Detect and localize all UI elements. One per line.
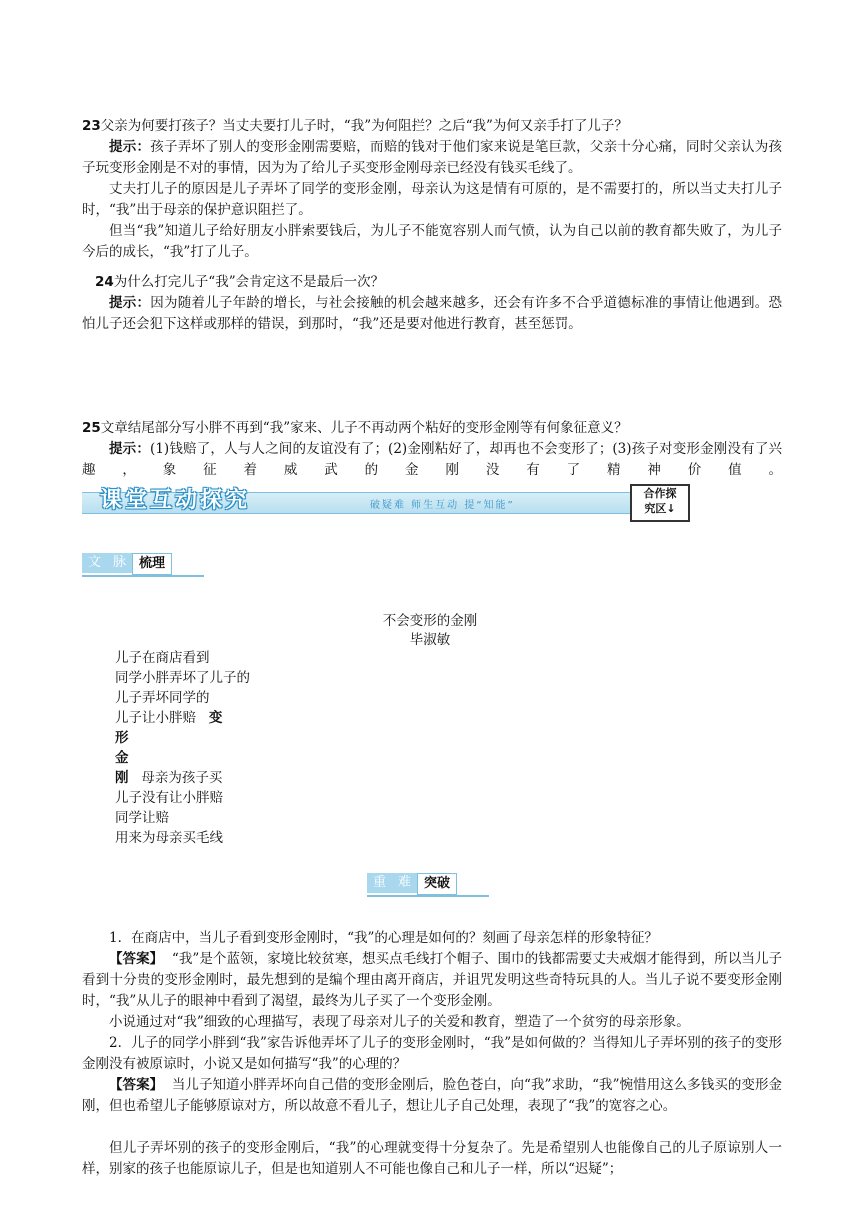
breakthrough-a1b: 小说通过对“我”细致的心理描写，表现了母亲对儿子的关爱和教育，塑造了一个贫穷的母亲形象。: [109, 1014, 690, 1030]
outline-line: [115, 708, 250, 728]
heading-char: 难: [392, 873, 417, 893]
outline-line: 用来为母亲买毛线: [115, 830, 223, 846]
outline-line: 儿子没有让小胖赔: [115, 790, 223, 806]
banner-title: 课堂互动探究: [100, 487, 251, 513]
answer-label: 【答案】: [109, 951, 164, 967]
breakthrough-a2b: 但儿子弄坏别的孩子的变形金刚后，“我”的心理就变得十分复杂了。先是希望别人也能像自己的儿子原谅别人一样，别家的孩子也能原谅儿子，但是也知道别人不可能也像自己和儿子一样，所以“迟疑”；: [82, 1140, 782, 1177]
banner-tag: [630, 484, 690, 522]
heading-char: 文: [82, 553, 107, 573]
outline-author: 毕淑敏: [409, 632, 451, 648]
heading-char: 脉: [107, 553, 132, 573]
question-number: 23: [82, 118, 101, 134]
question-text: 为什么打完儿子“我”会肯定这不是最后一次？: [113, 274, 385, 290]
hint-text: (1)钱赔了，人与人之间的友谊没有了；(2)金刚粘好了，却再也不会变形了；(3)孩子对变形金刚没有了兴趣，象征着威武的金刚没有了精神价值。: [82, 441, 782, 478]
breakthrough-a2: [82, 1075, 782, 1117]
outline-center: 刚: [115, 770, 129, 786]
heading-emphasis: 突破: [417, 873, 457, 895]
hint-23-p3: 但当“我”知道儿子给好朋友小胖索要钱后，为儿子不能宽容别人而气愤，认为自己以前的教育都失败了，为儿子今后的成长，“我”打了儿子。: [82, 223, 782, 260]
section-heading-breakthrough: [367, 873, 457, 895]
question-number: 24: [95, 274, 114, 290]
section-heading-outline: [82, 553, 172, 575]
section-banner: [82, 480, 690, 520]
question-text: 文章结尾部分写小胖不再到“我”家来、儿子不再动两个粘好的变形金刚等有何象征意义？: [100, 420, 628, 436]
question-number: 25: [82, 420, 101, 436]
outline-line: 儿子在商店看到: [115, 650, 210, 666]
outline-line: 金: [115, 750, 129, 766]
question-24: [95, 272, 795, 293]
outline-center: 变: [208, 710, 223, 726]
hint-text: 孩子弄坏了别人的变形金刚需要赔，而赔的钱对于他们家来说是笔巨款，父亲十分心痛，同时父亲认为孩子玩变形金刚是不对的事情，因为为了给儿子买变形金刚母亲已经没有钱买毛线了。: [82, 139, 782, 176]
question-text: 父亲为何要打孩子？当丈夫要打儿子时，“我”为何阻拦？之后“我”为何又亲手打了儿子？: [100, 118, 628, 134]
heading-underline: [367, 895, 489, 897]
answer-text: “我”是个蓝领，家境比较贫寒，想买点毛线打个帽子、围巾的钱都需要丈夫戒烟才能得到，所以当儿子看到十分贵的变形金刚时，最先想到的是编个理由离开商店，并诅咒发明这些奇特玩具的人。当儿子说不要变形金刚时，“我”从儿子的眼神中看到了渴望，最终为儿子买了一个变形金刚。: [82, 951, 782, 1009]
hint-23-p2: 丈夫打儿子的原因是儿子弄坏了同学的变形金刚，母亲认为这是情有可原的，是不需要打的，所以当丈夫打儿子时，“我”出于母亲的保护意识阻拦了。: [82, 181, 782, 218]
heading-underline: [82, 575, 204, 577]
hint-24-p1: [82, 293, 782, 335]
outline-title: 不会变形的金刚: [382, 613, 478, 629]
outline-line: 同学小胖弄坏了儿子的: [115, 670, 250, 686]
outline-line-text: 母亲为孩子买: [141, 770, 223, 786]
outline-line-text: 儿子让小胖赔: [115, 710, 196, 726]
breakthrough-q2: 2．儿子的同学小胖到“我”家告诉他弄坏了儿子的变形金刚时，“我”是如何做的？当得知儿子弄坏别的孩子的变形金刚没有被原谅时，小说又是如何描写“我”的心理的？: [82, 1035, 782, 1072]
answer-label: 【答案】: [109, 1077, 164, 1093]
answer-text: 当儿子知道小胖弄坏向自己借的变形金刚后，脸色苍白，向“我”求助，“我”惋惜用这么多钱买的变形金刚，但也希望儿子能够原谅对方，所以故意不看儿子，想让儿子自己处理，表现了“我”的宽容之心。: [82, 1077, 782, 1114]
hint-25-p1: [82, 439, 782, 481]
banner-tag-line2: 究区↓: [644, 502, 676, 515]
breakthrough-q1: 1．在商店中，当儿子看到变形金刚时，“我”的心理是如何的？刻画了母亲怎样的形象特征？: [109, 930, 658, 946]
outline-line: [115, 768, 250, 788]
hint-label: 提示：: [109, 295, 151, 311]
hint-text: 因为随着儿子年龄的增长，与社会接触的机会越来越多，还会有许多不合乎道德标准的事情让他遇到。恐怕儿子还会犯下这样或那样的错误，到那时，“我”还是要对他进行教育，甚至惩罚。: [82, 295, 782, 332]
hint-label: 提示：: [109, 139, 151, 155]
hint-23-p1: [82, 137, 782, 179]
outline-line: 同学让赔: [115, 810, 169, 826]
hint-label: 提示：: [109, 441, 151, 457]
outline-line: 儿子弄坏同学的: [115, 690, 210, 706]
banner-tag-line1: 合作探: [643, 487, 677, 500]
outline-tree: [115, 648, 250, 848]
heading-char: 重: [367, 873, 392, 893]
question-25: [82, 418, 782, 439]
question-23: [82, 116, 782, 137]
heading-emphasis: 梳理: [132, 553, 172, 575]
outline-line: 形: [115, 730, 129, 746]
breakthrough-a1: [82, 949, 782, 1012]
banner-subtitle: 破疑难 师生互动 提“知能”: [370, 500, 515, 511]
